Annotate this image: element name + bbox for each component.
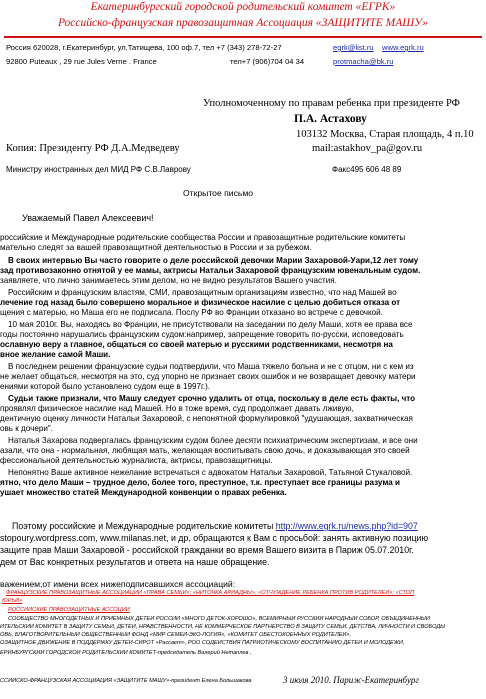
- body-line: не желает общаться, несмотря на это, суд упорно не признает своих ошибок и не возвращает девочку матери: [0, 372, 416, 381]
- signatory-line: СООБЩЕСТВО МНОГОДЕТНЫХ И ПРИЕМНЫХ ДЕТЕЙ РОССИИ «МНОГО ДЕТОК-ХОРОШО», ВСЕМИРНЫЙ РУССКИЙ НАРОДНЫЙ СОБОР, ОБЪЕДИНЕННЫЙ: [8, 616, 430, 622]
- body-line: В своих интервью Вы часто говорите о деле российской девочки Марии Захаровой-Уари,12 лет тому: [8, 256, 419, 265]
- addressee-name: П.А. Астахову: [294, 113, 367, 125]
- france-address: 92800 Puteaux , 29 rue Jules Verne . France: [6, 57, 157, 66]
- letterhead-line-2: Российско-французская правозащитная Ассоциация «ЗАЩИТИТЕ МАШУ»: [57, 17, 429, 29]
- egrk-news-link[interactable]: http://www.egrk.ru/news.php?id=907: [275, 521, 418, 531]
- body-line: мательно следят за вашей правозащитной деятельностью в России и за рубежом.: [0, 243, 312, 252]
- russia-address: Россия 620028, г.Екатеринбург, ул.Татищева, 100 оф.7, тел +7 (343) 278-72-27: [6, 43, 282, 52]
- body-line: щения с матерью, но Маша его не подписала. Послу РФ во Франции отказано во встрече с девочкой.: [0, 308, 383, 317]
- addressee-title: Уполномоченному по правам ребенка при президенте РФ: [203, 98, 460, 109]
- body-line: фессиональной деятельностью журналиста, актрисы, правозащитницы.: [0, 456, 273, 465]
- signatory-line: ССИЙСКО-ФРАНЦУЗСКАЯ АССОЦИАЦИЯ «ЗАЩИТИТЕ МАШУ»-президент Елена Большакова: [0, 678, 252, 684]
- request-line-1-text: Поэтому российские и Международные родительские комитеты: [12, 521, 274, 531]
- body-line: ославную веру а главное, общаться со своей матерью и русскими родственниками, несмотря на: [0, 340, 393, 349]
- body-line: Российским и французским властям, СМИ, правозащитным организациям известно, что над Машей во: [8, 288, 397, 297]
- body-line: дентичную оценку личности Натальи Захаровой, с непонятной формулировкой "удушающая, захватническая: [0, 414, 413, 423]
- russia-site-link[interactable]: www.egrk.ru: [382, 43, 424, 52]
- greeting: Уважаемый Павел Алексеевич!: [22, 213, 154, 223]
- france-email-link[interactable]: protmacha@bk.ru: [333, 57, 394, 66]
- body-line: Судьи также признали, что Машу следует срочно удалить от отца, поскольку в деле есть факты, что: [8, 394, 416, 403]
- body-line: 10 мая 2010г. Вы, находясь во Франции, не присутствовали на заседании по делу Маши, хотя ее права все: [8, 320, 413, 329]
- body-line: ушает множество статей Международной конвенции о правах ребенка.: [0, 488, 287, 497]
- copy-line: Копия: Президенту РФ Д.А.Медведеву: [6, 143, 180, 154]
- body-line: ениями которой было установлено судом еще в 1997г.).: [0, 382, 211, 391]
- signatory-line: ОВЬ, БЛАГОТВОРИТЕЛЬНЫЙ ОБЩЕСТВЕННЫЙ ФОНД «МИР СЕМЕЙ-ЭКО-ЛОГИЯ», «КОМИТЕТ ОБЕСТОКОЕННЫХ РОДИТЕЛЕЙ»,: [0, 632, 352, 638]
- fax-line: Факс495 606 48 89: [332, 165, 402, 174]
- france-phone: тел+7 (906)704 04 34: [230, 57, 305, 66]
- signatory-line: ЮРЬИ»: [2, 598, 23, 604]
- letterhead-line-1: Екатеринбургский городской родительский комитет «ЕГРК»: [90, 1, 396, 13]
- signatory-line: ФРАНЦУЗСКИЕ ПРАВОЗАЩИТНЫЕ АССОЦИАЦИИ «ПРАВА СЕМЬИ»; «НИТОЧКА АРИАДНЫ»; «ОТЧУЖДЕНИЕ РЕБЕНКА ПРОТИВ РОДИТЕЛЕЙ»; «СТОП: [6, 590, 415, 596]
- request-line-1: [12, 521, 486, 531]
- letterhead-divider: [4, 36, 482, 38]
- request-line-2: stopoury.wordpress.com, www.milanas.net, и др, обращаются к Вам с просьбой: занять активную позицию: [0, 533, 429, 543]
- ministry-line: Министру иностранных дел МИД РФ С.В.Лаврову: [6, 165, 191, 174]
- request-line-4: дем от Вас конкретных результатов и ответа на наше обращение.: [0, 557, 270, 567]
- document-title: Открытое письмо: [183, 188, 254, 198]
- body-line: российские и Международные родительские сообщества России и правозащитные родительские комитеты: [0, 233, 406, 242]
- body-line: В последнем решении французские судьи подтвердили, что Маша тяжело больна и не с отцом, ни с кем из: [8, 362, 414, 371]
- addressee-email: mail:astakhov_pa@gov.ru: [312, 143, 423, 154]
- request-line-3: защите прав Маши Захаровой - российской гражданки во время Вашего визита в Париж 05.07.2010г.: [0, 545, 414, 555]
- body-line: ятно, что дело Маши – трудное дело, более того, преступное, т.к. преступает все границы разума и: [0, 478, 400, 487]
- body-line: годы постоянно нарушались французским судом:например, запрещение говорить по-русски, исповедовать: [0, 330, 404, 339]
- russia-email-link[interactable]: egrk@list.ru: [333, 43, 374, 52]
- body-line: заявляете, что лично занимаетесь этим делом, но не видно результатов Вашего участия.: [0, 276, 337, 285]
- body-line: овь к дочери".: [0, 424, 53, 433]
- signatories-intro: важением,от имени всех нижеподписавшихся ассоциаций:: [0, 579, 236, 589]
- body-line: проявлял физическое насилие над Машей. Но в тоже время, суд продолжает давать лживую,: [0, 404, 354, 413]
- body-line: азали, что она - нормальная, любящая мать, желающая воспитывать свою дочь, и доказывающая это своей: [0, 446, 410, 455]
- addressee-address: 103132 Москва, Старая площадь, 4 п.10: [296, 129, 474, 140]
- signatory-line: РОССИЙСКИЕ ПРАВОЗАЩИТНЫЕ АССОЦИИ: [8, 607, 130, 613]
- body-line: зад противозаконно отнятой у ее мамы, актрисы Натальи Захаровой французским ювенальным судом.: [0, 266, 421, 275]
- date-place: 3 июля 2010. Париж-Екатеринбург: [283, 675, 419, 685]
- body-line: Непонятно Ваше активное нежелание встречаться с адвокатом Натальи Захаровой, Татьяной Стукаловой.: [8, 468, 413, 477]
- body-line: Наталья Захарова подвергалась французским судом более десяти психиатрическим экспертизам, и все они: [8, 436, 418, 445]
- body-line: лечение год назад было совершено моральное и физическое насилие с целью добиться отказа от: [0, 298, 401, 307]
- signatory-line: ИТЕЛЬСКИЙ КОМИТЕТ В ЗАЩИТУ СЕМЬИ, ДЕТЕЙ, НРАВСТВЕННОСТИ, НЕ КОММЕРЧЕСКОЕ ПАРТНЕРСТВО В ЗАЩИТУ СЕМЬИ, ДЕТСТВА, ЛИЧНОСТИ И СВОБОДЫ: [0, 624, 446, 630]
- signatory-line: ЕРИНБУРГСКИЙ ГОРОДСКОЙ РОДИТЕЛЬСКИЙ КОМИТЕТ-председатель Валерий Нетаплев ,: [0, 650, 252, 656]
- body-line: вное желание самой Маши.: [0, 350, 111, 359]
- signatory-line: ОЗАЩИТНОЕ ДВИЖЕНИЕ В ПОДДЕРЖКУ ДЕТЕЙ-СИРОТ «Рассвет», РОО СОДЕЙСТВИЯ ПАТРИОТИЧЕСКОМУ ВОСПИТАНИЮ ДЕТЕЙ И МОЛОДЕЖИ,: [0, 640, 405, 646]
